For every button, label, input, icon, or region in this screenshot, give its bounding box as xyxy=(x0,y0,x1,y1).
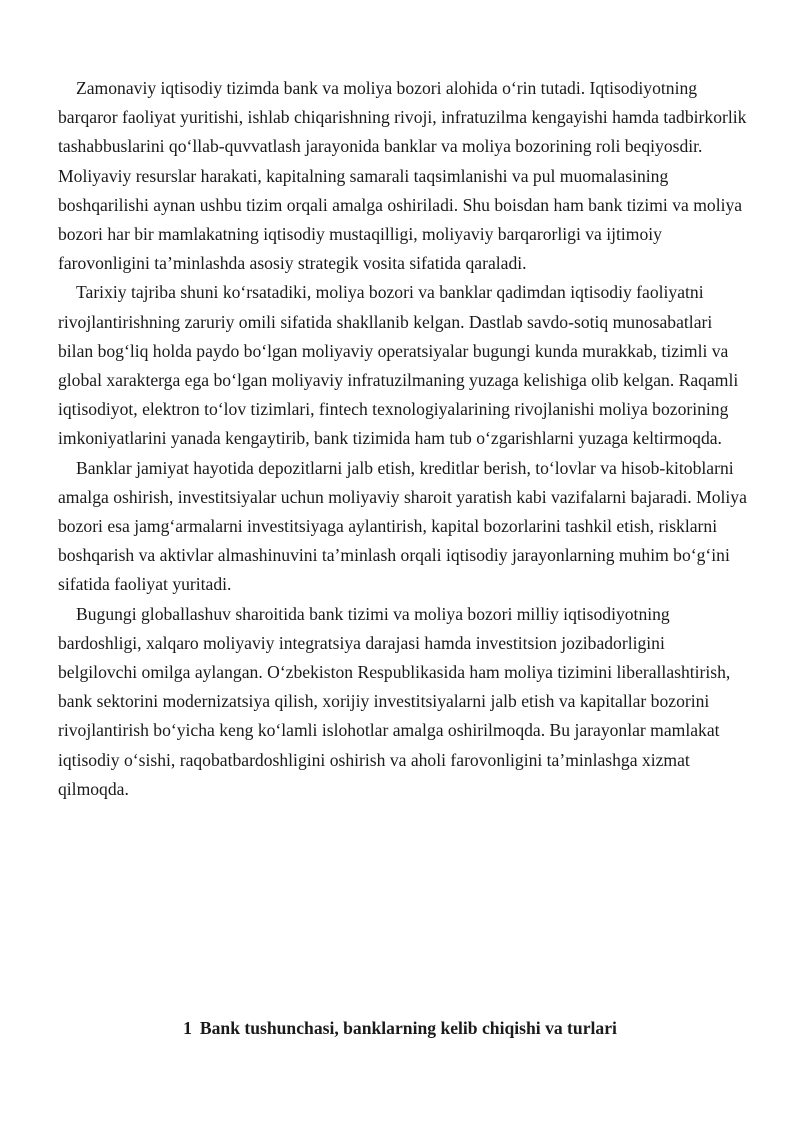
paragraph-globalization: Bugungi globallashuv sharoitida bank tizimi va moliya bozori milliy iqtisodiyotning bardoshligi, xalqaro moliyaviy integratsiya darajasi hamda investitsion jozibadorligini belgilovchi omilga aylangan. Oʻzbekiston Respublikasida ham moliya tizimini liberallashtirish, bank sektorini modernizatsiya qilish, xorijiy investitsiyalarni jalb etish va kapitallar bozorini rivojlantirish boʻyicha keng koʻlamli islohotlar amalga oshirilmoqda. Bu jarayonlar mamlakat iqtisodiy oʻsishi, raqobatbardoshligini oshirish va aholi farovonligini taʼminlashga xizmat qilmoqda. xyxy=(58,603,731,799)
paragraph-intro: Zamonaviy iqtisodiy tizimda bank va moliya bozori alohida oʻrin tutadi. Iqtisodiyotning barqaror faoliyat yuritishi, ishlab chiqarishning rivoji, infratuzilma kengayishi hamda tadbirkorlik tashabbuslarini qoʻllab-quvvatlash jarayonida banklar va moliya bozorining roli beqiyosdir. Moliyaviy resurslar harakati, kapitalning samarali taqsimlanishi va pul muomalasining boshqarilishi aynan ushbu tizim orqali amalga oshiriladi. Shu boisdan ham bank tizimi va moliya bozori har bir mamlakatning iqtisodiy mustaqilligi, moliyaviy barqarorligi va ijtimoiy farovonligini taʼminlashda asosiy strategik vosita sifatida qaraladi. xyxy=(58,78,747,274)
paragraph-bank-functions: Banklar jamiyat hayotida depozitlarni jalb etish, kreditlar berish, toʻlovlar va hisob-kitoblarni amalga oshirish, investitsiyalar uchun moliyaviy sharoit yaratish kabi vazifalarni bajaradi. Moliya bozori esa jamgʻarmalarni investitsiyaga aylantirish, kapital bozorlarini tashkil etish, risklarni boshqarish va aktivlar almashinuvini taʼminlash orqali iqtisodiy jarayonlarning muhim boʻgʻini sifatida faoliyat yuritadi. xyxy=(58,457,747,595)
section-heading xyxy=(0,1015,800,1041)
section-number: 1 xyxy=(183,1018,192,1038)
document-body xyxy=(58,74,748,804)
section-title: Bank tushunchasi, banklarning kelib chiqishi va turlari xyxy=(199,1018,617,1038)
paragraph-history: Tarixiy tajriba shuni koʻrsatadiki, moliya bozori va banklar qadimdan iqtisodiy faoliyatni rivojlantirishning zaruriy omili sifatida shakllanib kelgan. Dastlab savdo-sotiq munosabatlari bilan bogʻliq holda paydo boʻlgan moliyaviy operatsiyalar bugungi kunda murakkab, tizimli va global xarakterga ega boʻlgan moliyaviy infratuzilmaning yuzaga kelishiga olib kelgan. Raqamli iqtisodiyot, elektron toʻlov tizimlari, fintech texnologiyalarining rivojlanishi moliya bozorining imkoniyatlarini yanada kengaytirib, bank tizimida ham tub oʻzgarishlarni yuzaga keltirmoqda. xyxy=(58,282,739,449)
